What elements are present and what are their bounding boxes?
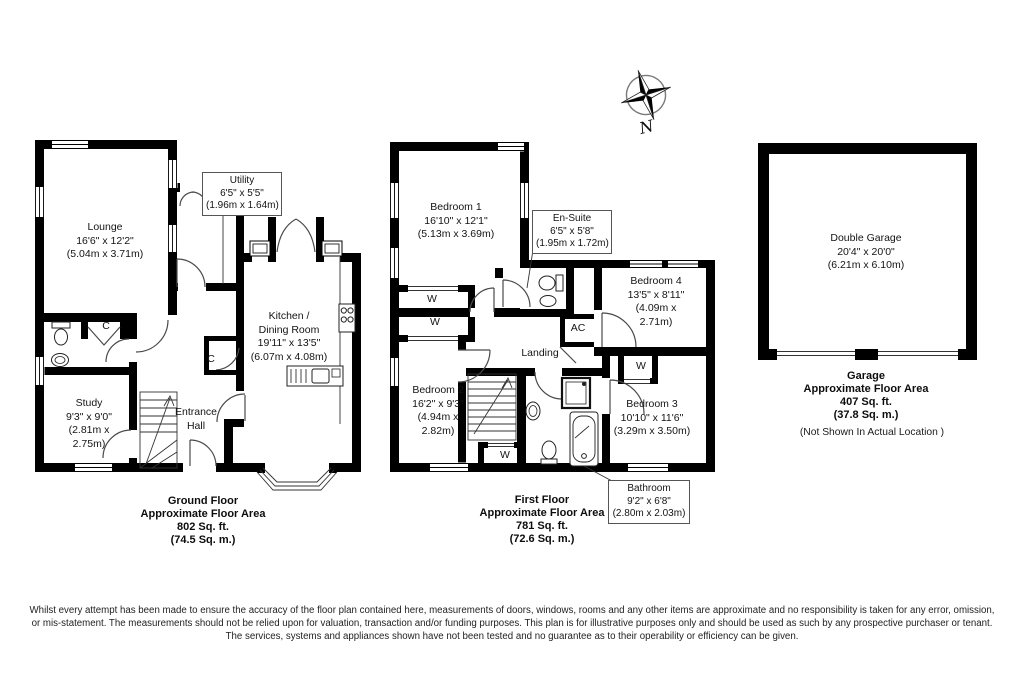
- cupboard-label: C: [102, 320, 110, 332]
- bathroom-toilet-icon: [541, 441, 557, 464]
- ensuite-toilet-icon: [539, 275, 563, 291]
- ground-floor-stairs-icon: [140, 392, 177, 468]
- entrance-hall-label: Entrance Hall: [174, 406, 218, 432]
- bathroom-shower-icon: [562, 378, 590, 408]
- wardrobe-label: W: [427, 293, 437, 305]
- bedroom-2-label: Bedroom 2 16'2" x 9'3" (4.94m x 2.82m): [412, 384, 464, 437]
- cupboard-label: C: [207, 353, 215, 365]
- airing-cupboard-label: AC: [570, 322, 586, 334]
- bathroom-bath-icon: [570, 412, 598, 466]
- kitchen-sink-icon: [287, 366, 343, 386]
- kitchen-dining-label: Kitchen / Dining Room 19'11" x 13'5" (6.07m x 4.08m): [250, 310, 328, 363]
- bathroom-sink-icon: [526, 402, 540, 420]
- ground-floor-caption: Ground Floor Approximate Floor Area 802 Sq. ft. (74.5 Sq. m.): [140, 495, 266, 546]
- wardrobe-label: W: [430, 316, 440, 328]
- compass-icon: [613, 62, 679, 138]
- bedroom-3-label: Bedroom 3 10'10" x 11'6" (3.29m x 3.50m): [613, 398, 691, 437]
- ensuite-sink-icon: [540, 296, 556, 307]
- lounge-label: Lounge 16'6" x 12'2" (5.04m x 3.71m): [66, 221, 144, 260]
- en-suite-label-box: En-Suite 6'5" x 5'8" (1.95m x 1.72m): [532, 210, 612, 254]
- wardrobe-label: W: [500, 449, 510, 461]
- garage-location-note: (Not Shown In Actual Location ): [799, 427, 945, 438]
- double-garage-label: Double Garage 20'4" x 20'0" (6.21m x 6.10m): [827, 232, 905, 271]
- first-floor-caption: First Floor Approximate Floor Area 781 Sq. ft. (72.6 Sq. m.): [479, 494, 605, 545]
- utility-label-box: Utility 6'5" x 5'5" (1.96m x 1.64m): [202, 172, 282, 216]
- bedroom-4-label: Bedroom 4 13'5" x 8'11" (4.09m x 2.71m): [627, 275, 685, 328]
- bedroom-1-label: Bedroom 1 16'10" x 12'1" (5.13m x 3.69m): [417, 201, 495, 240]
- landing-label: Landing: [521, 347, 559, 359]
- wc-sink-icon: [52, 354, 69, 367]
- disclaimer: Whilst every attempt has been made to ensure the accuracy of the floor plan contained here, measurements of doors, windows, rooms and any other items are approximate and no responsibility is taken for any error, omission, or mis-statement. The measurements should not be relied upon for valuation, transaction and/or funding purposes. This plan is for illustrative purposes only and should be used as such by any prospective purchaser or tenant. The services, systems and appliances shown have not been tested and no guarantee as to their operability or efficiency can be given.: [29, 605, 995, 642]
- bathroom-label-box: Bathroom 9'2" x 6'8" (2.80m x 2.03m): [608, 480, 690, 524]
- compass-north-label: N: [637, 116, 656, 138]
- wardrobe-label: W: [636, 360, 646, 372]
- wc-toilet-icon: [52, 322, 70, 345]
- first-floor-stairs-icon: [468, 374, 516, 440]
- bay-window-icon: [257, 468, 337, 490]
- study-label: Study 9'3" x 9'0" (2.81m x 2.75m): [66, 397, 112, 450]
- garage-caption: Garage Approximate Floor Area 407 Sq. ft. (37.8 Sq. m.): [803, 370, 929, 421]
- kitchen-hob-icon: [339, 304, 355, 332]
